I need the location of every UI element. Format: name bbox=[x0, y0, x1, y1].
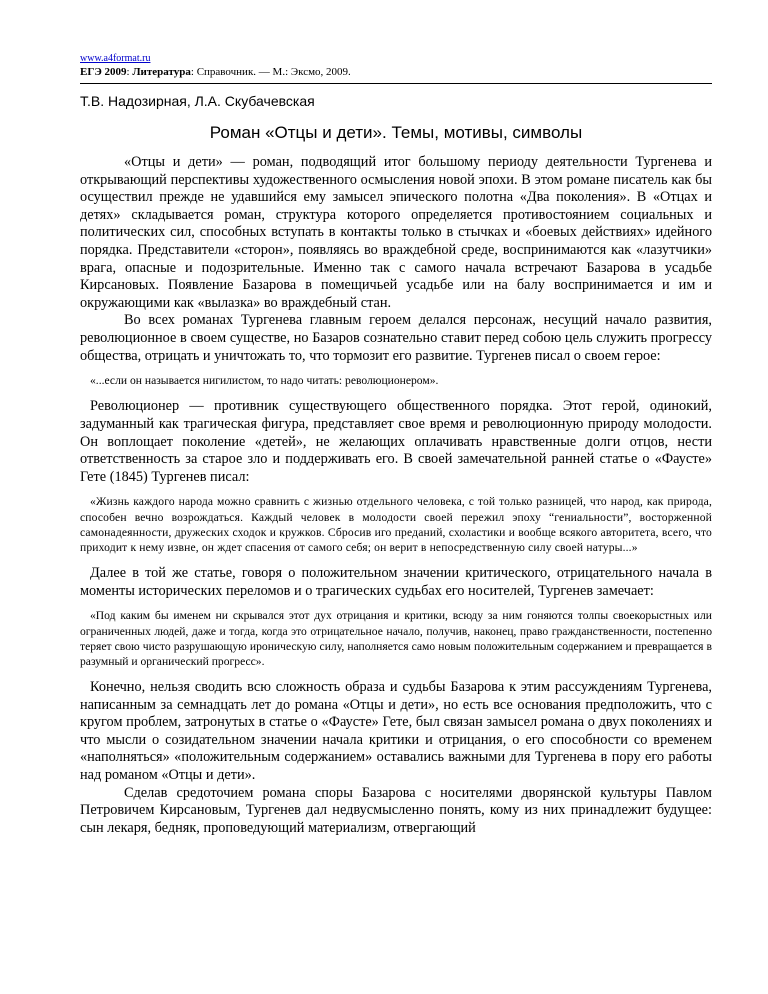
reference-subject: Литература bbox=[132, 66, 191, 78]
quote-3: «Под каким бы именем ни скрывался этот дух отрицания и критики, всюду за ним гоняются толпы своекорыстных или ограниченных людей, даже и тогда, когда это отрицательное начало, получив, наконец, право гражданственности, постепенно теряет свою чисто разрушающую ироническую силу, наполняется само новым положительным содержанием и превращается в разумный и органический прогресс». bbox=[80, 609, 712, 668]
quote-2: «Жизнь каждого народа можно сравнить с жизнью отдельного человека, с той только разницей, что народ, как природа, способен вечно возрождаться. Каждый человек в молодости своей пережил эпоху “гениальности”, восторженной самонадеянности, дружеских сходок и кружков. Сбросив иго преданий, схоластики и вообще всякого авторитета, всего, что приходит к нему извне, он ждет спасения от самого себя; он верит в непосредственную силу своей натуры...» bbox=[80, 495, 712, 554]
paragraph-5: Конечно, нельзя сводить всю сложность образа и судьбы Базарова к этим рассуждениям Тургенева, написанным за семнадцать лет до романа «Отцы и дети», но есть все основания предположить, что с кругом проблем, затронутых в статье о «Фаусте» Гете, был связан замысел романа о двух поколениях и что мысли о созидательном значении начала критики и отрицания, о его способности со временем «наполняться» «положительным содержанием» оставались важными для Тургенева в пору его работы над романом «Отцы и дети». bbox=[80, 679, 712, 784]
paragraph-4: Далее в той же статье, говоря о положительном значении критического, отрицательного начала в моменты исторических переломов и о трагических судьбах его носителей, Тургенев замечает: bbox=[80, 565, 712, 599]
article-title: Роман «Отцы и дети». Темы, мотивы, символы bbox=[209, 123, 583, 142]
reference-line bbox=[80, 65, 712, 79]
paragraph-3: Революционер — противник существующего общественного порядка. Этот герой, одинокий, задуманный как трагическая фигура, представляет свое время и революционную природу молодости. Он воплощает поколение «детей», не желающих оплачивать нравственные долги отцов, нести ответственность за старое зло и поддерживать его. В своей замечательной ранней статье о «Фаусте» Гете (1845) Тургенев писал: bbox=[80, 398, 712, 485]
reference-rest: : Справочник. — М.: Эксмо, 2009. bbox=[190, 66, 351, 78]
document-page bbox=[80, 52, 712, 837]
paragraph-1: «Отцы и дети» — роман, подводящий итог большому периоду деятельности Тургенева и открывающий перспективы художественного осмысления новой эпохи. В этом романе писатель как бы осуществил прежде не удавшийся ему замысел эпического полотна «Два поколения». В «Отцах и детях» складывается роман, структура которого определяется противостоянием социальных и политических сил, способных вступать в контакты только в стычках и «боевых действиях» идейного порядка. Представители «сторон», появляясь во враждебной среде, воспринимаются как «лазутчики» врага, опасные и подозрительные. Именно так с самого начала встречают Базарова в усадьбе Кирсановых. Появление Базарова в помещичьей усадьбе или на балу воспринимается и им и окружающими как «вылазка» во враждебный стан. bbox=[80, 154, 712, 311]
paragraph-6: Сделав средоточием романа споры Базарова с носителями дворянской культуры Павлом Петровичем Кирсановым, Тургенев дал недвусмысленно понять, кому из них принадлежит будущее: сын лекаря, бедняк, проповедующий материализм, отвергающий bbox=[80, 784, 712, 836]
authors: Т.В. Надозирная, Л.А. Скубачевская bbox=[80, 93, 315, 109]
header-divider bbox=[80, 83, 712, 84]
reference-sep: : bbox=[126, 66, 133, 78]
source-line bbox=[80, 52, 712, 65]
reference-year: ЕГЭ 2009 bbox=[80, 66, 127, 78]
quote-1: «...если он называется нигилистом, то надо читать: революционером». bbox=[90, 374, 439, 388]
source-link[interactable]: www.a4format.ru bbox=[80, 53, 151, 64]
paragraph-2: Во всех романах Тургенева главным героем делался персонаж, несущий начало развития, революционное в своем существе, но Базаров сознательно ставит перед собою цель служить прогрессу общества, отрицать и уничтожать то, что тормозит его развитие. Тургенев писал о своем герое: bbox=[80, 312, 712, 364]
